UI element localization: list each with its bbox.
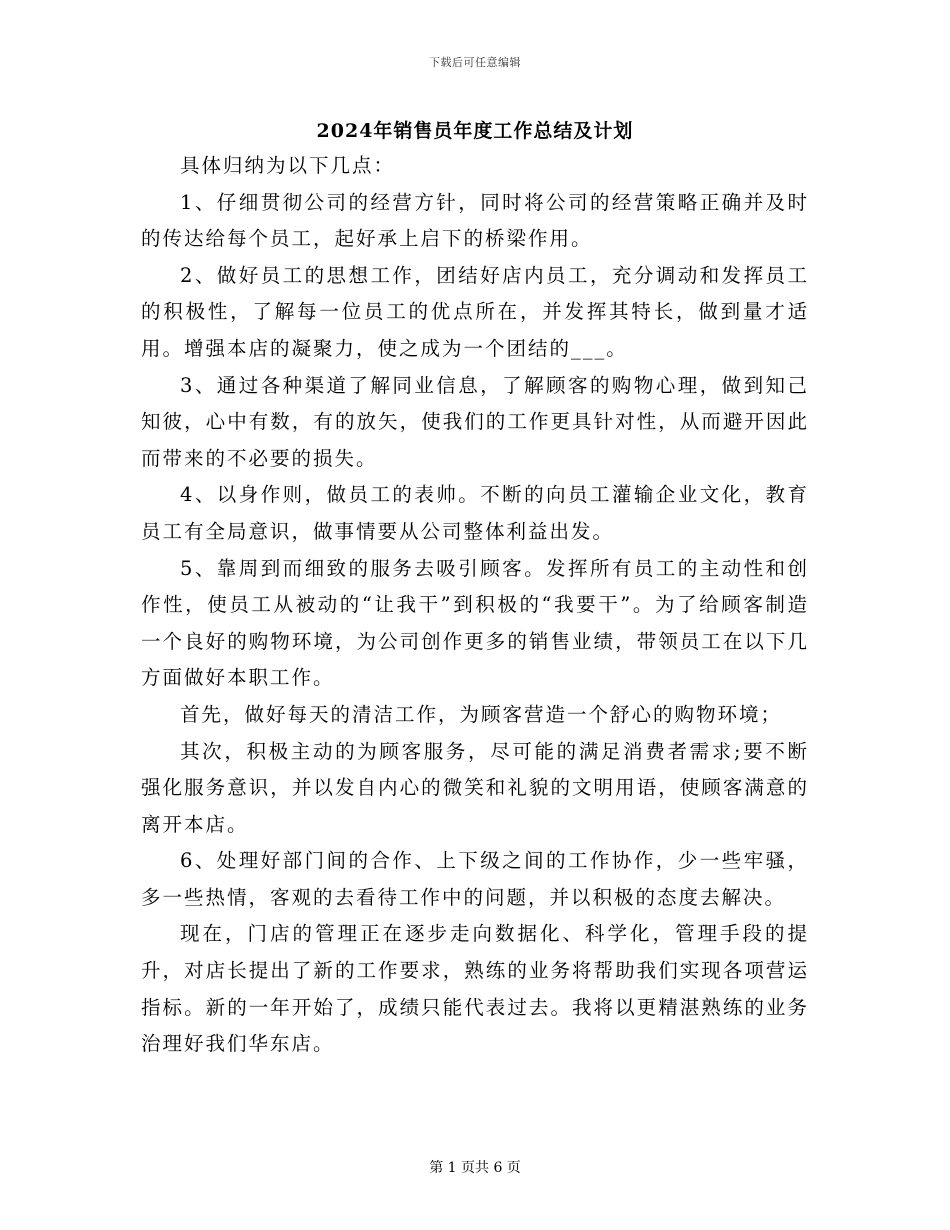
paragraph-point-3: 3、通过各种渠道了解同业信息，了解顾客的购物心理，做到知己知彼，心中有数，有的放矢，使我们的工作更具针对性，从而避开因此而带来的不必要的损失。 bbox=[141, 373, 809, 470]
paragraph-first: 首先，做好每天的清洁工作，为顾客营造一个舒心的购物环境； bbox=[180, 702, 783, 726]
header-note: 下载后可任意编辑 bbox=[429, 56, 521, 69]
paragraph-point-5: 5、靠周到而细致的服务去吸引顾客。发挥所有员工的主动性和创作性，使员工从被动的“让我干”到积极的“我要干”。为了给顾客制造一个良好的购物环境，为公司创作更多的销售业绩，带领员工在以下几方面做好本职工作。 bbox=[141, 556, 809, 690]
paragraph-point-4: 4、以身作则，做员工的表帅。不断的向员工灌输企业文化，教育员工有全局意识，做事情要从公司整体利益出发。 bbox=[141, 483, 809, 543]
paragraph-intro: 具体归纳为以下几点： bbox=[180, 154, 396, 177]
paragraph-point-1: 1、仔细贯彻公司的经营方针，同时将公司的经营策略正确并及时的传达给每个员工，起好承上启下的桥梁作用。 bbox=[141, 190, 809, 251]
document-title: 2024年销售员年度工作总结及计划 bbox=[316, 120, 634, 142]
paragraph-point-2: 2、做好员工的思想工作，团结好店内员工，充分调动和发挥员工的积极性，了解每一位员工的优点所在，并发挥其特长，做到量才适用。增强本店的凝聚力，使之成为一个团结的___。 bbox=[141, 263, 809, 360]
paragraph-point-6: 6、处理好部门间的合作、上下级之间的工作协作，少一些牢骚，多一些热情，客观的去看待工作中的问题，并以积极的态度去解决。 bbox=[141, 849, 809, 909]
page-number: 第 1 页共 6 页 bbox=[429, 1160, 521, 1176]
paragraph-conclusion: 现在，门店的管理正在逐步走向数据化、科学化，管理手段的提升，对店长提出了新的工作要求，熟练的业务将帮助我们实现各项营运指标。新的一年开始了，成绩只能代表过去。我将以更精湛熟练的业务治理好我们华东店。 bbox=[141, 922, 809, 1056]
document-body bbox=[141, 148, 809, 1063]
paragraph-second: 其次，积极主动的为顾客服务，尽可能的满足消费者需求;要不断强化服务意识，并以发自内心的微笑和礼貌的文明用语，使顾客满意的离开本店。 bbox=[141, 739, 809, 836]
